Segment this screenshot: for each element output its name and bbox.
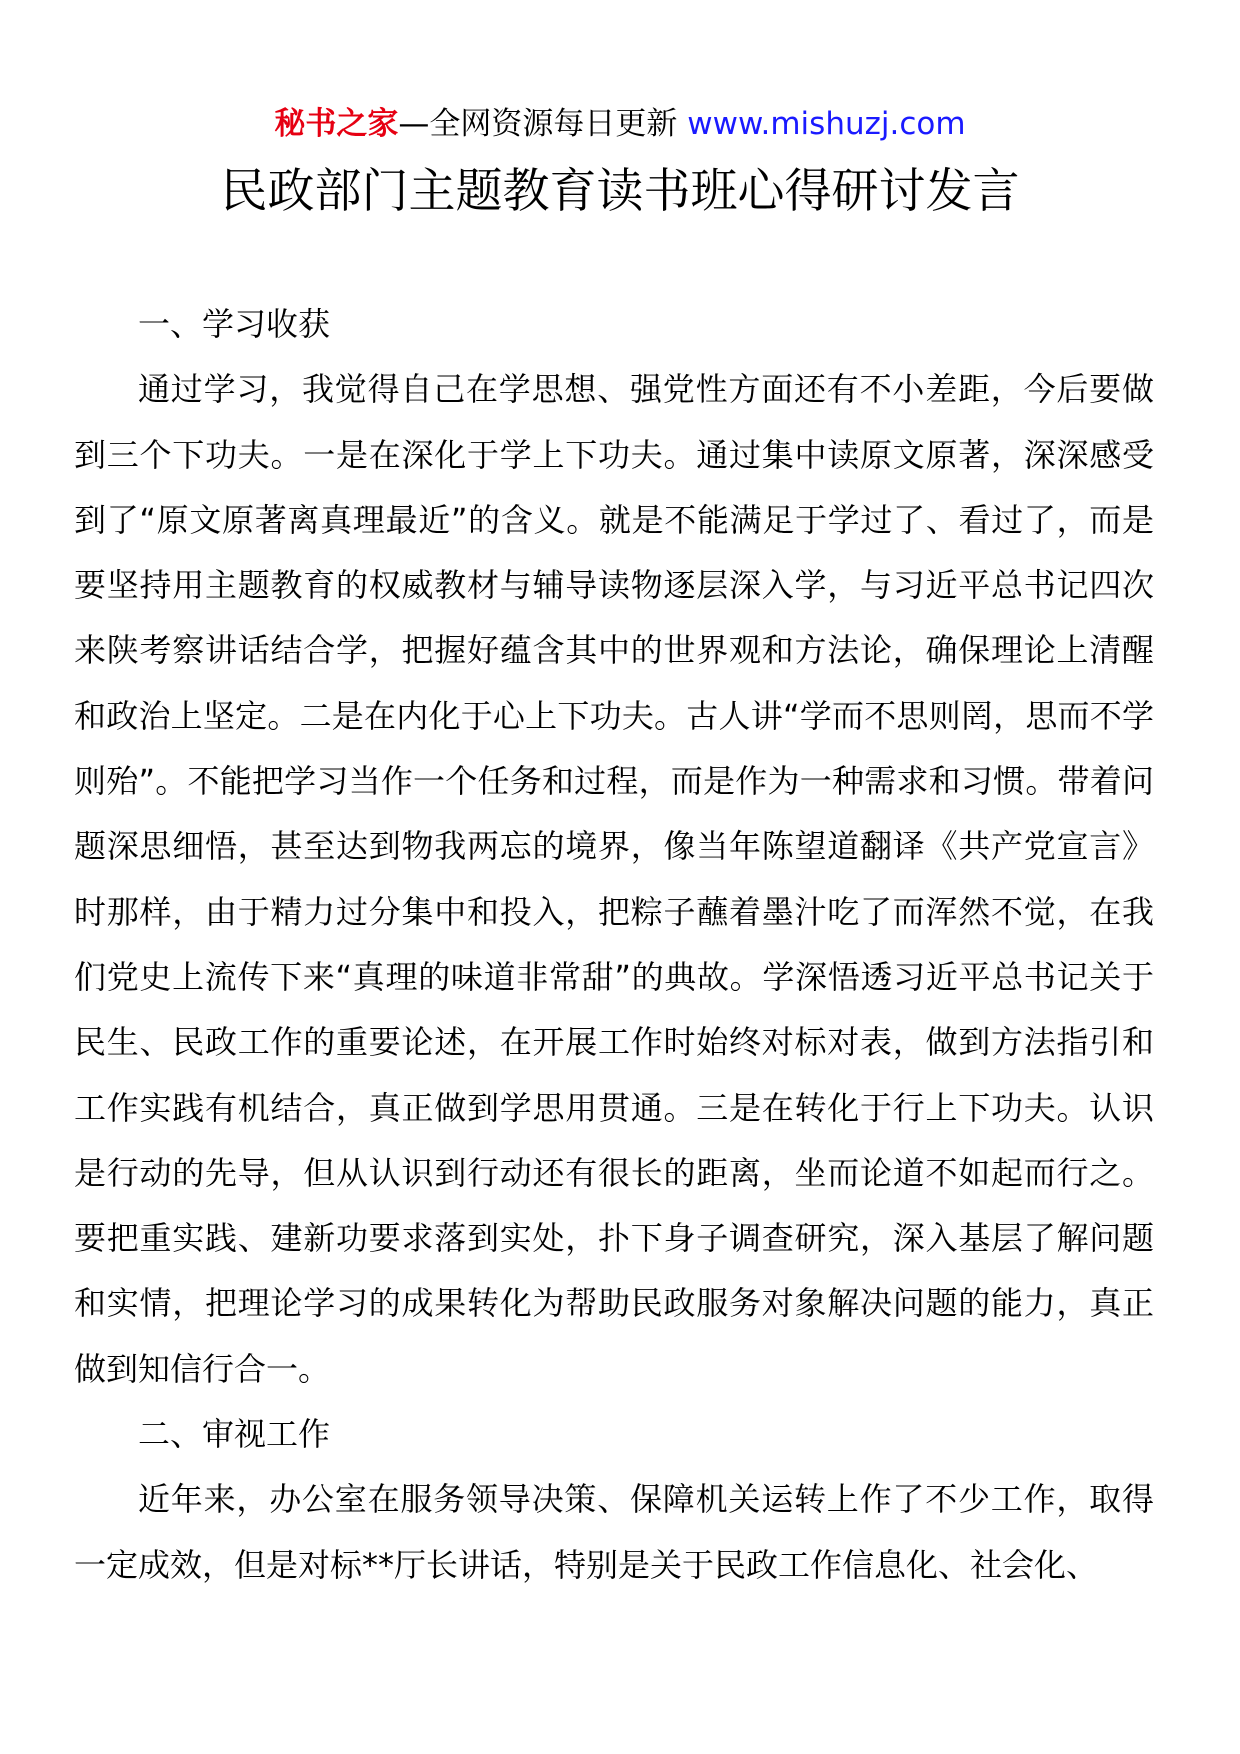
section-paragraph-1: 通过学习，我觉得自己在学思想、强党性方面还有不小差距，今后要做到三个下功夫。一是在深化于学上下功夫。通过集中读原文原著，深深感受到了“原文原著离真理最近”的含义。就是不能满足于学过了、看过了，而是要坚持用主题教育的权威教材与辅导读物逐层深入学，与习近平总书记四次来陕考察讲话结合学，把握好蕴含其中的世界观和方法论，确保理论上清醒和政治上坚定。二是在内化于心上下功夫。古人讲“学而不思则罔，思而不学则殆”。不能把学习当作一个任务和过程，而是作为一种需求和习惯。带着问题深思细悟，甚至达到物我两忘的境界，像当年陈望道翻译《共产党宣言》时那样，由于精力过分集中和投入，把粽子蘸着墨汁吃了而浑然不觉，在我们党史上流传下来“真理的味道非常甜”的典故。学深悟透习近平总书记关于民生、民政工作的重要论述，在开展工作时始终对标对表，做到方法指引和工作实践有机结合，真正做到学思用贯通。三是在转化于行上下功夫。认识是行动的先导，但从认识到行动还有很长的距离，坐而论道不如起而行之。要把重实践、建新功要求落到实处，扑下身子调查研究，深入基层了解问题和实情，把理论学习的成果转化为帮助民政服务对象解决问题的能力，真正做到知信行合一。 [74, 370, 1154, 1388]
banner-tagline: —全网资源每日更新 [398, 106, 688, 142]
section-heading-2: 二、审视工作 [138, 1415, 331, 1454]
banner-url: www.mishuzj.com [687, 106, 966, 142]
site-banner [0, 104, 1240, 144]
banner-brand: 秘书之家 [274, 106, 399, 142]
section-heading-1: 一、学习收获 [138, 305, 331, 343]
section-paragraph-2: 近年来，办公室在服务领导决策、保障机关运转上作了不少工作，取得一定成效，但是对标**厅长讲话，特别是关于民政工作信息化、社会化、 [74, 1480, 1154, 1584]
document-title: 民政部门主题教育读书班心得研讨发言 [220, 164, 1020, 219]
document-body [74, 292, 1154, 1598]
